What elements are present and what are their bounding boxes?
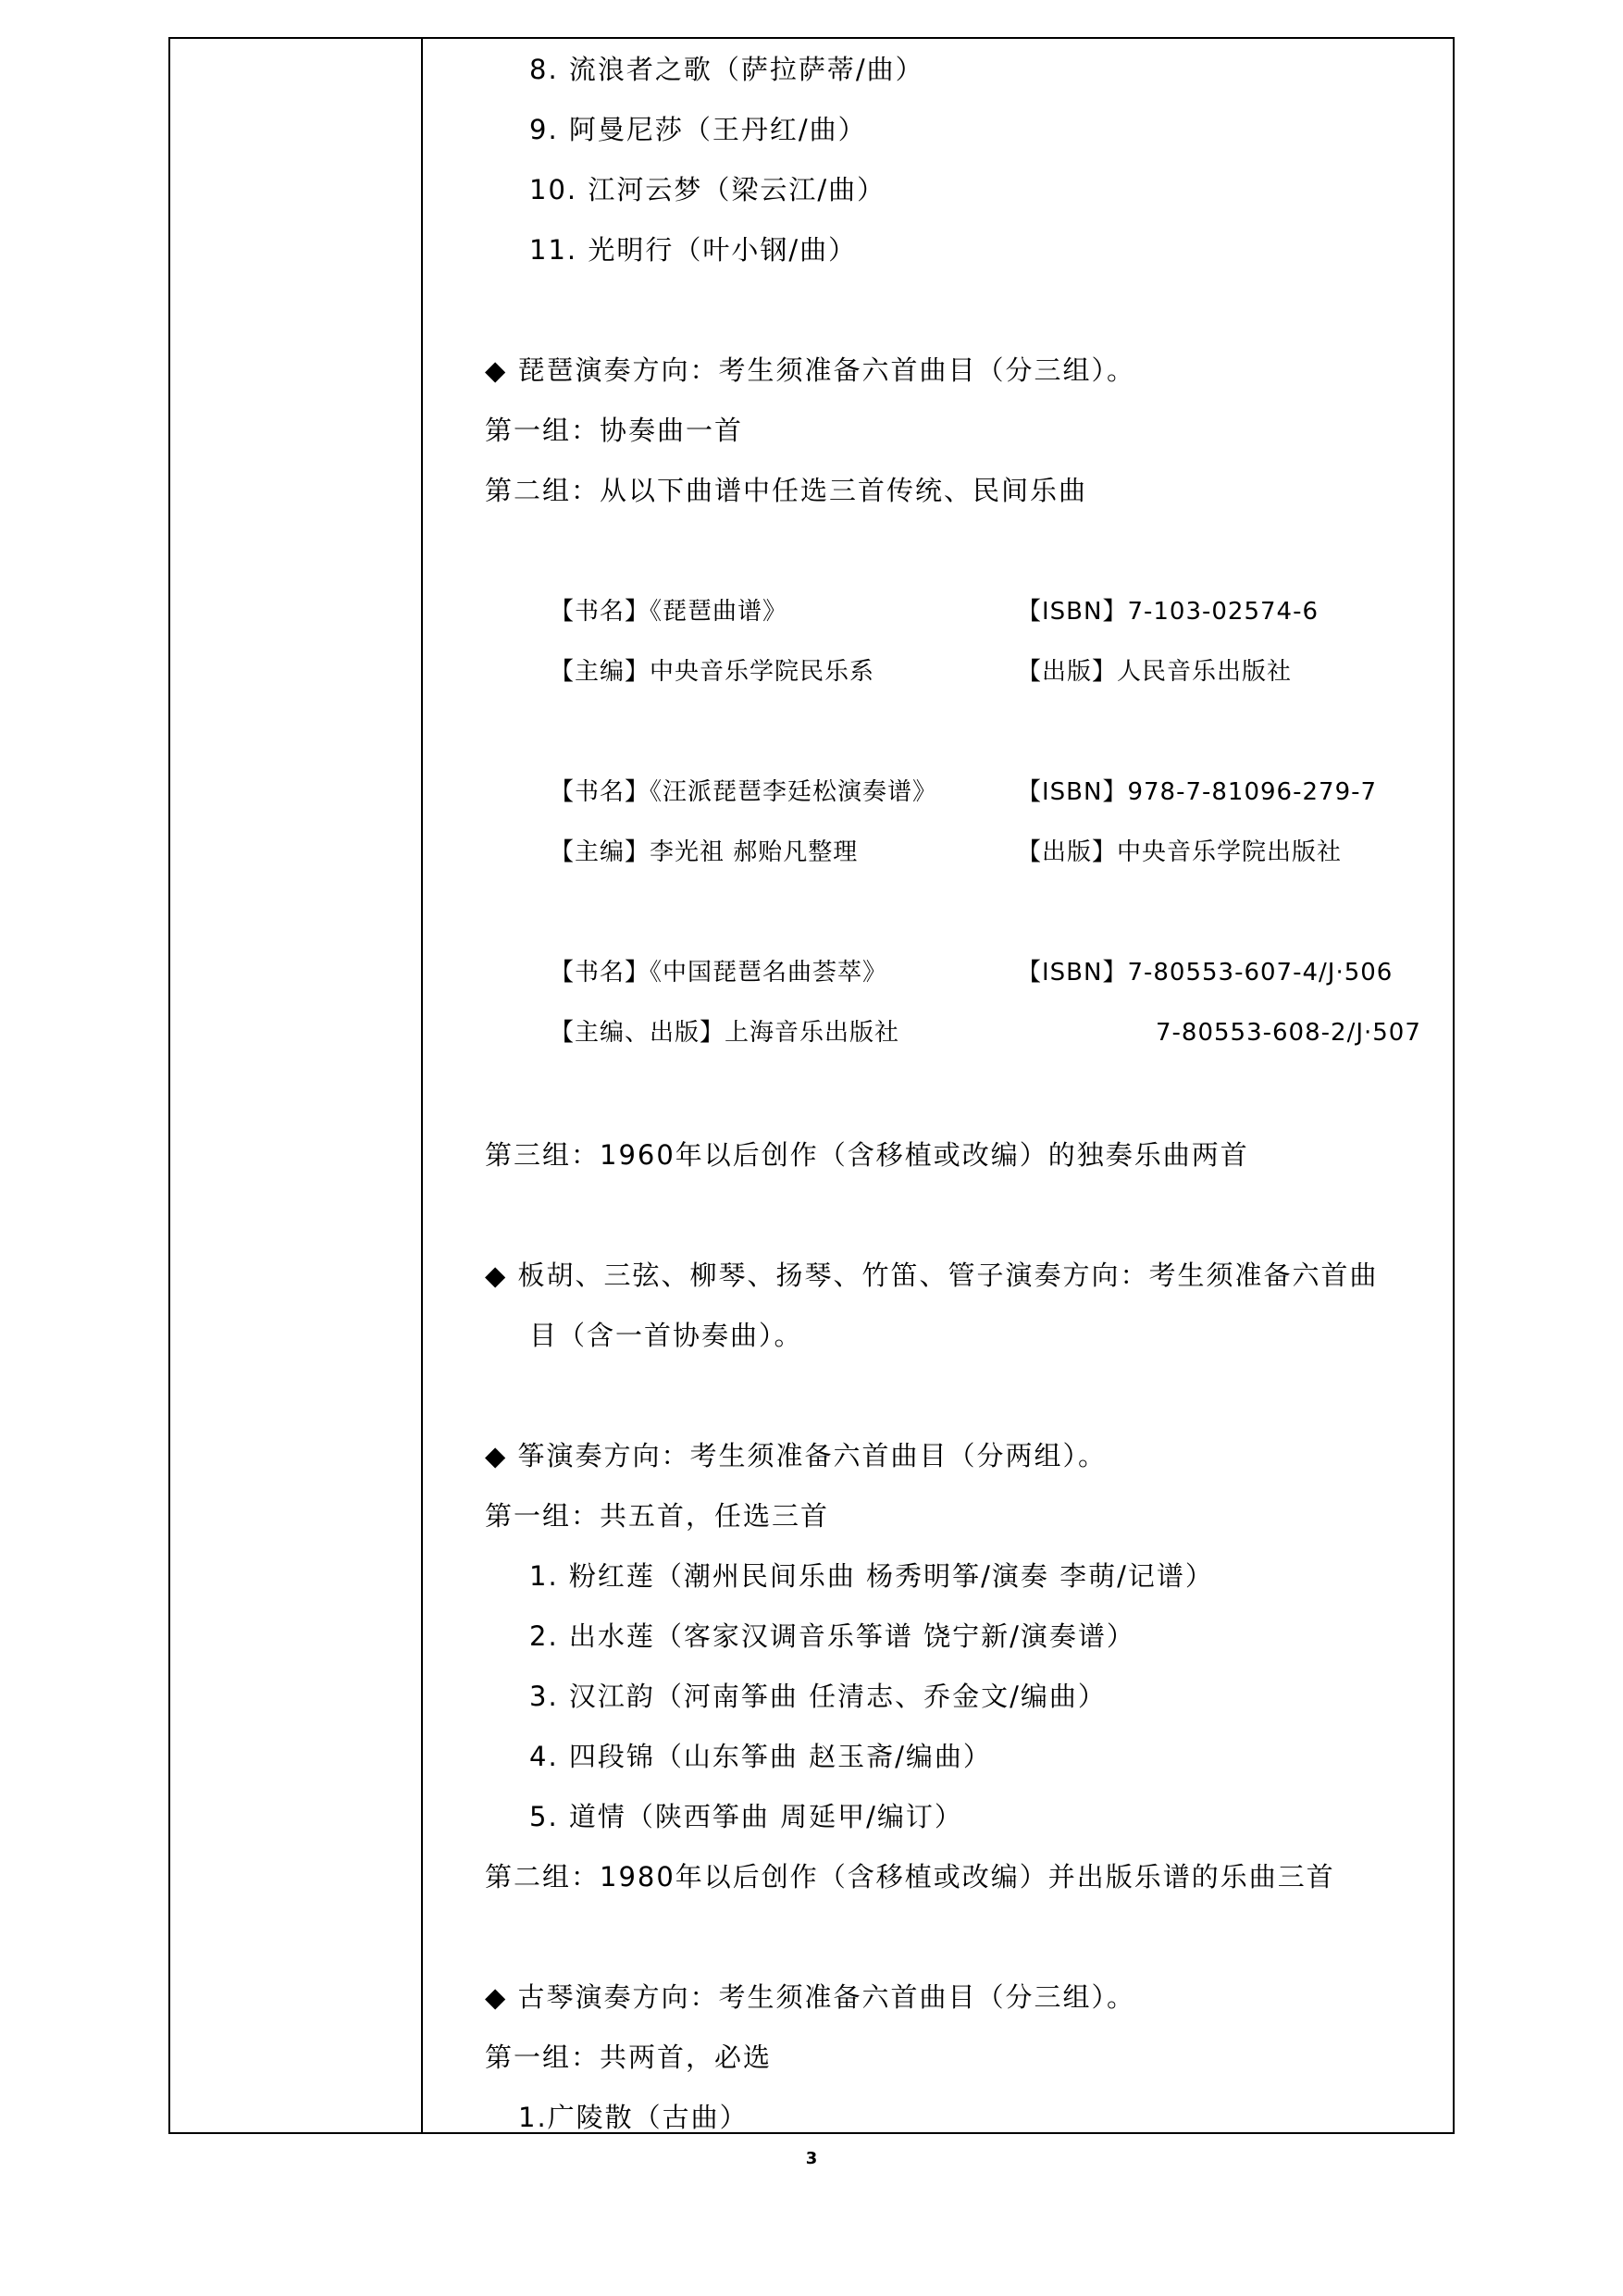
book-editor: 【主编】中央音乐学院民乐系	[550, 658, 875, 686]
section-heading-guqin: ◆ 古琴演奏方向：考生须准备六首曲目（分三组）。	[485, 1981, 1136, 2013]
list-item: 3. 汉江韵（河南筝曲 任清志、乔金文/编曲）	[529, 1681, 1107, 1712]
list-item: 4. 四段锦（山东筝曲 赵玉斋/编曲）	[529, 1741, 992, 1772]
pipa-group2: 第二组：从以下曲谱中任选三首传统、民间乐曲	[485, 475, 1088, 506]
book-editor: 【主编、出版】上海音乐出版社	[550, 1019, 900, 1047]
book-editor: 【主编】李光祖 郝贻凡整理	[550, 838, 859, 866]
list-item: 8. 流浪者之歌（萨拉萨蒂/曲）	[529, 54, 924, 85]
page-number: 3	[805, 2149, 818, 2168]
book-title: 【书名】《汪派琵琶李廷松演奏谱》	[550, 778, 938, 806]
section-heading-zheng: ◆ 筝演奏方向：考生须准备六首曲目（分两组）。	[485, 1440, 1108, 1471]
book-isbn: 【ISBN】7-80553-607-4/J·506	[1017, 959, 1394, 987]
book-title: 【书名】《琵琶曲谱》	[550, 598, 788, 626]
list-item: 11. 光明行（叶小钢/曲）	[529, 234, 858, 266]
guqin-group1: 第一组：共两首，必选	[485, 2042, 773, 2073]
book-publisher: 【出版】人民音乐出版社	[1017, 658, 1293, 686]
section-heading-pipa: ◆ 琵琶演奏方向：考生须准备六首曲目（分三组）。	[485, 354, 1136, 386]
list-item: 2. 出水莲（客家汉调音乐筝谱 饶宁新/演奏谱）	[529, 1620, 1135, 1652]
book-isbn-2: 7-80553-608-2/J·507	[1156, 1019, 1421, 1047]
table-content-cell	[170, 39, 1453, 2132]
zheng-group1: 第一组：共五首，任选三首	[485, 1500, 830, 1532]
pipa-group1: 第一组：协奏曲一首	[485, 415, 744, 446]
table-frame	[168, 37, 1455, 2134]
zheng-group2: 第二组：1980年以后创作（含移植或改编）并出版乐谱的乐曲三首	[485, 1861, 1335, 1893]
list-item: 1.广陵散（古曲）	[518, 2102, 749, 2133]
section-heading-banhu-cont: 目（含一首协奏曲）。	[529, 1320, 803, 1351]
list-item: 10. 江河云梦（梁云江/曲）	[529, 174, 886, 205]
list-item: 5. 道情（陕西筝曲 周延甲/编订）	[529, 1801, 963, 1832]
book-publisher: 【出版】中央音乐学院出版社	[1017, 838, 1343, 866]
section-heading-banhu: ◆ 板胡、三弦、柳琴、扬琴、竹笛、管子演奏方向：考生须准备六首曲	[485, 1260, 1379, 1291]
book-isbn: 【ISBN】7-103-02574-6	[1017, 598, 1319, 626]
list-item: 1. 粉红莲（潮州民间乐曲 杨秀明筝/演奏 李萌/记谱）	[529, 1560, 1214, 1592]
list-item: 9. 阿曼尼莎（王丹红/曲）	[529, 114, 867, 145]
book-isbn: 【ISBN】978-7-81096-279-7	[1017, 778, 1378, 806]
book-title: 【书名】《中国琵琶名曲荟萃》	[550, 959, 888, 987]
pipa-group3: 第三组：1960年以后创作（含移植或改编）的独奏乐曲两首	[485, 1139, 1249, 1171]
